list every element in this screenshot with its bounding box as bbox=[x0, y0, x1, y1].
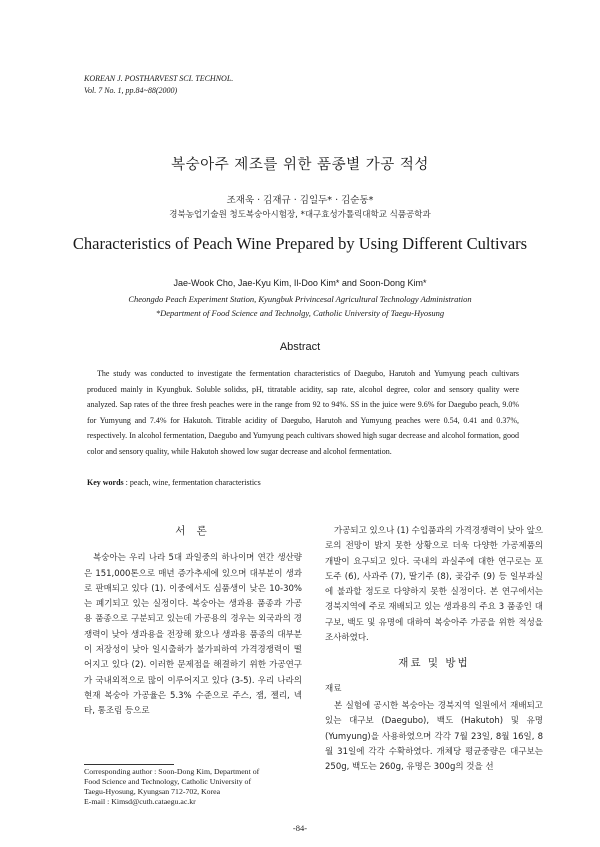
abstract-body: The study was conducted to investigate the fermentation characteristics of Daegubo, Harutoh and Yumyung peach cultivars produced mainly in Kyungbuk. Soluble solidss, pH, titratable acidity, sap rate, alcohol degree, color and sensory quality were analyzed. Sap rates of the three fresh peaches were in the range from 92 to 94%. SS in the juice were 9.6% for Daegubo peach, 9.0% for Yumyung and 7.4% for Hakutoh. Titrable acidity of Daegubo, Harutoh and Yumyung peaches were 0.54, 0.41 and 0.37%, respectively. In alcohol fermentation, Daegubo and Yumyung peach cultivars showed high sugar decrease and alcohol formation, good color and sensory quality, while Hakutoh showed low sugar decrease and alcohol fermentation. bbox=[87, 369, 519, 456]
materials-heading: 재료 bbox=[325, 683, 342, 694]
footnote-line: Taegu-Hyosung, Kyungsan 712-702, Korea bbox=[84, 787, 221, 796]
journal-name: KOREAN J. POSTHARVEST SCI. TECHNOL. bbox=[84, 74, 234, 83]
keywords-label: Key words bbox=[87, 478, 124, 487]
footnote-line: Corresponding author : Soon-Dong Kim, Department of bbox=[84, 767, 260, 776]
methods-heading: 재료 및 방법 bbox=[398, 657, 470, 670]
english-affiliation-2: *Department of Food Science and Technolgy, Catholic University of Taegu-Hyosung bbox=[155, 308, 445, 318]
intro-heading: 서 론 bbox=[175, 525, 211, 537]
right-column bbox=[325, 524, 543, 775]
materials-paragraph: 본 실험에 공시한 복숭아는 경북지역 일원에서 재배되고 있는 대구보 (Daegubo), 백도 (Hakutoh) 및 유명 (Yumyung)을 사용하였으며 각각 7월 23일, 8월 16일, 8월 31일에 각각 수확하였다. 개체당 평균중량은 대구보는 250g, 백도는 260g, 유명은 300g의 것을 선 bbox=[325, 700, 543, 773]
korean-title: 복숭아주 제조를 위한 품종별 가공 적성 bbox=[171, 157, 429, 173]
footnote-divider bbox=[84, 764, 174, 765]
korean-authors: 조재욱 · 김재규 · 김일두* · 김순동* bbox=[226, 195, 374, 206]
abstract-heading: Abstract bbox=[279, 341, 321, 353]
journal-header bbox=[84, 73, 233, 97]
page-number: -84- bbox=[292, 823, 308, 833]
korean-affiliation: 경북농업기술원 청도복숭아시험장, *대구효성가톨릭대학교 식품공학과 bbox=[169, 210, 431, 220]
keywords-text: : peach, wine, fermentation characteristics bbox=[125, 478, 261, 487]
english-affiliation-1: Cheongdo Peach Experiment Station, Kyungbuk Privincesal Agricultural Technology Administration bbox=[128, 294, 472, 304]
footnote-line: Food Science and Technology, Catholic University of bbox=[84, 777, 252, 786]
footnote-email: E-mail : Kimsd@cuth.cataegu.ac.kr bbox=[84, 797, 196, 806]
left-column bbox=[84, 524, 302, 720]
intro-paragraph: 복숭아는 우리 나라 5대 과일중의 하나이며 연간 생산량은 151,000톤으로 매년 증가추세에 있으며 대부분이 생과로 판매되고 있다 (1). 이중에서도 심품생이 낮은 10-30%는 폐기되고 있는 실정이다. 복숭아는 생과용 품종과 가공용 품종으로 구분되고 있는데 가공용의 경우는 외국과의 경쟁력이 낮아 생과용을 전장해 왔으나 생과용 품종의 대부분이 저장성이 낮아 일시출하가 불가피하여 가격경쟁력이 떨어지고 있다 (2). 이러한 문제점을 해결하기 위한 가공연구가 국내외적으로 많이 이루어지고 있다 (3-5). 우리 나라의 현재 복숭아 가공율은 5.3% 수준으로 주스, 잼, 젤리, 넥타, 통조림 등으로 bbox=[84, 553, 302, 717]
english-authors: Jae-Wook Cho, Jae-Kyu Kim, Il-Doo Kim* and Soon-Dong Kim* bbox=[173, 278, 427, 288]
keywords bbox=[87, 478, 519, 487]
corresponding-author-footnote bbox=[84, 767, 302, 807]
journal-volume: Vol. 7 No. 1, pp.84~88(2000) bbox=[84, 86, 178, 95]
intro-paragraph-continued: 가공되고 있으나 (1) 수입품과의 가격경쟁력이 낮아 앞으로의 전망이 밝지 못한 상황으로 더욱 다양한 가공제품의 개발이 요구되고 있다. 국내의 과실주에 대한 연구로는 포도주 (6), 사과주 (7), 딸기주 (8), 곶감주 (9) 등 일부과실에 불과할 정도로 다양하지 못한 실정이다. 본 연구에서는 경북지역에 주로 재배되고 있는 생과용의 주요 3 품종인 대구보, 백도 및 유명에 대하여 복숭아주 가공을 위한 적성을 조사하였다. bbox=[325, 526, 543, 644]
english-title: Characteristics of Peach Wine Prepared by Using Different Cultivars bbox=[72, 234, 528, 253]
